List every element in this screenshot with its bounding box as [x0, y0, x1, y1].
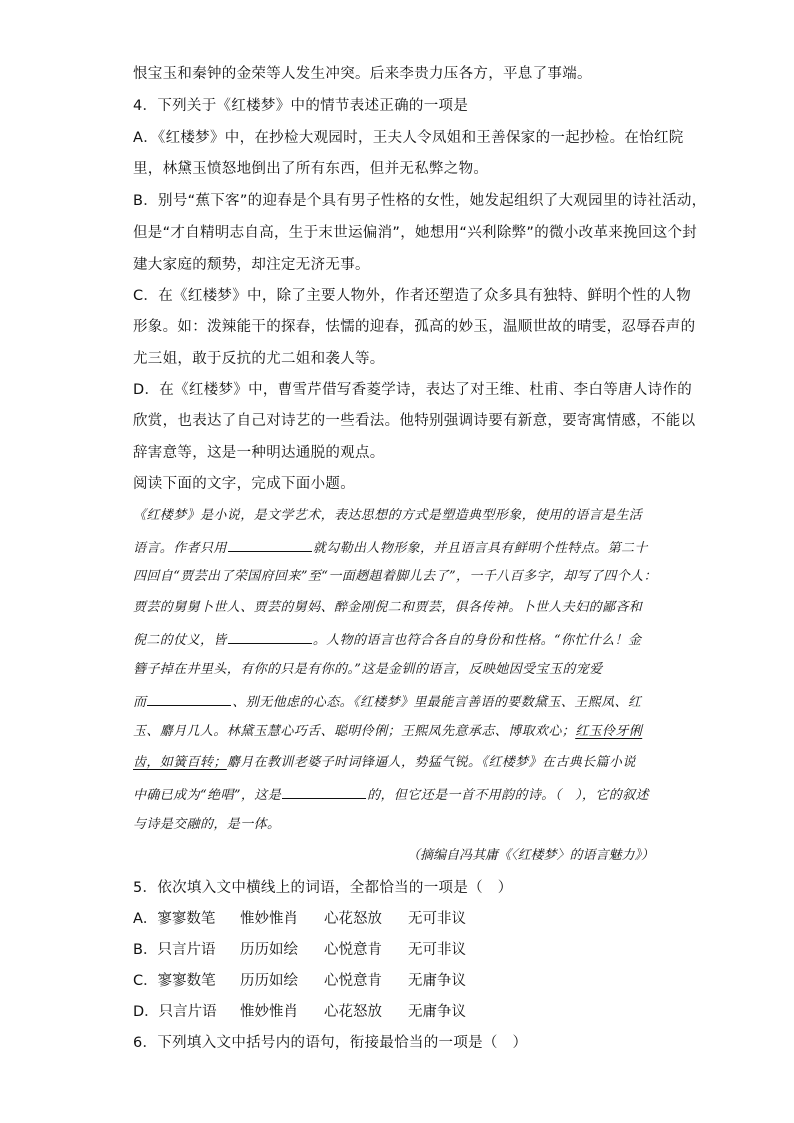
passage-text: 就勾勒出人物形象，并且语言具有鲜明个性特点。第二十	[312, 541, 648, 556]
passage-text: 的，但它还是一首不用韵的诗。（ ），它的叙述	[367, 788, 649, 803]
question-5-stem: 5．依次填入文中横线上的词语，全都恰当的一项是（ ）	[133, 880, 513, 896]
option-c-line-1: C．在《红楼梦》中，除了主要人物外，作者还塑造了众多具有独特、鲜明个性的人物	[133, 288, 692, 304]
passage-text: 语言。作者只用	[133, 541, 227, 556]
passage-line: 簪子掉在井里头，有你的只是有你的。”这是金钏的语言，反映她因受宝玉的宠爱	[133, 662, 603, 677]
option-word: D．只言片语	[133, 1004, 217, 1020]
option-word: 无庸争议	[408, 973, 466, 989]
passage-line	[133, 722, 642, 742]
option-word: 无庸争议	[408, 1004, 466, 1020]
option-word: 心花怒放	[324, 911, 382, 927]
question-5-option-c	[133, 971, 488, 991]
passage-text: 中确已成为“绝唱”，这是	[133, 788, 282, 803]
option-word: 心悦意肯	[324, 973, 382, 989]
option-d-line-1: D．在《红楼梦》中，曹雪芹借写香菱学诗，表达了对王维、杜甫、李白等唐人诗作的	[133, 382, 693, 398]
reading-instruction: 阅读下面的文字，完成下面小题。	[133, 476, 355, 492]
option-word: 惟妙惟肖	[240, 911, 298, 927]
blank-2	[228, 629, 312, 644]
question-5-option-d	[133, 1002, 488, 1022]
passage-line	[133, 629, 641, 651]
option-d-line-3: 辞害意等，这是一种明达通脱的观点。	[133, 445, 385, 461]
passage-text: 麝月在教训老婆子时词锋逼人，势猛气锐。《红楼梦》在古典长篇小说	[226, 755, 636, 770]
passage-line	[133, 691, 641, 713]
passage-text: 玉、麝月几人。林黛玉慧心巧舌、聪明伶俐；王熙凤先意承志、博取欢心；	[133, 724, 576, 739]
blank-1	[228, 537, 312, 552]
question-6-stem: 6．下列填入文中括号内的语句，衔接最恰当的一项是（ ）	[133, 1035, 528, 1051]
question-5-option-a	[133, 909, 488, 929]
option-d-line-2: 欣赏，也表达了自己对诗艺的一些看法。他特别强调诗要有新意，要寄寓情感，不能以	[133, 413, 696, 429]
option-word: B．只言片语	[133, 942, 216, 958]
option-c-line-2: 形象。如：泼辣能干的探春，怯懦的迎春，孤高的妙玉，温顺世故的晴雯，忍辱吞声的	[133, 319, 696, 335]
passage-line	[133, 537, 648, 559]
underlined-text: 红玉伶牙俐	[575, 724, 643, 739]
option-word: 心花怒放	[324, 1004, 382, 1020]
option-b-line-1: B．别号“蕉下客”的迎春是个具有男子性格的女性，她发起组织了大观园里的诗社活动，	[133, 193, 707, 209]
option-a-line-1: A．《红楼梦》中，在抄检大观园时，王夫人令凤姐和王善保家的一起抄检。在怡红院	[133, 130, 684, 146]
option-c-line-3: 尤三姐，敢于反抗的尤二姐和袭人等。	[133, 351, 385, 367]
passage-text: 倪二的仗义，皆	[133, 633, 227, 648]
passage-text: 。人物的语言也符合各自的身份和性格。“你忙什么！金	[312, 633, 642, 648]
option-b-line-2: 但是“才自精明志自高，生于末世运偏消”，她想用“兴利除弊”的微小改革来挽回这个封	[133, 225, 698, 241]
blank-3	[147, 691, 231, 706]
passage-line: 贾芸的舅舅卜世人、贾芸的舅妈、醉金刚倪二和贾芸，俱各传神。卜世人夫妇的鄙吝和	[133, 600, 643, 615]
option-a-line-2: 里，林黛玉愤怒地倒出了所有东西，但并无私弊之物。	[133, 161, 489, 177]
option-word: 心悦意肯	[324, 942, 382, 958]
question-5-option-b	[133, 940, 488, 960]
option-word: 无可非议	[408, 911, 466, 927]
passage-line	[133, 784, 649, 806]
option-word: A．寥寥数笔	[133, 911, 216, 927]
option-word: 历历如绘	[240, 973, 298, 989]
option-b-line-3: 建大家庭的颓势，却注定无济无事。	[133, 257, 370, 273]
passage-line: 《红楼梦》是小说，是文学艺术，表达思想的方式是塑造典型形象，使用的语言是生活	[133, 508, 643, 523]
option-word: 惟妙惟肖	[240, 1004, 298, 1020]
question-4-stem: 4．下列关于《红楼梦》中的情节表述正确的一项是	[133, 98, 469, 114]
passage-text: 、别无他虑的心态。《红楼梦》里最能言善语的要数黛玉、王熙凤、红	[232, 695, 642, 710]
option-word: 无可非议	[408, 942, 466, 958]
option-word: 历历如绘	[240, 942, 298, 958]
text-line: 恨宝玉和秦钟的金荣等人发生冲突。后来李贵力压各方，平息了事端。	[133, 66, 592, 82]
passage-text: 而	[133, 695, 147, 710]
passage-line: 与诗是交融的，是一体。	[133, 817, 281, 832]
underlined-text: 齿，如簧百转；	[133, 755, 227, 770]
passage-line	[133, 753, 636, 773]
passage-line: 四回自“贾芸出了荣国府回来”至“一面趔趄着脚儿去了”，一千八百多字，却写了四个人：	[133, 569, 657, 584]
option-word: C．寥寥数笔	[133, 973, 216, 989]
blank-4	[282, 784, 366, 799]
passage-source: （摘编自冯其庸《〈红楼梦〉的语言魅力》）	[406, 848, 654, 863]
